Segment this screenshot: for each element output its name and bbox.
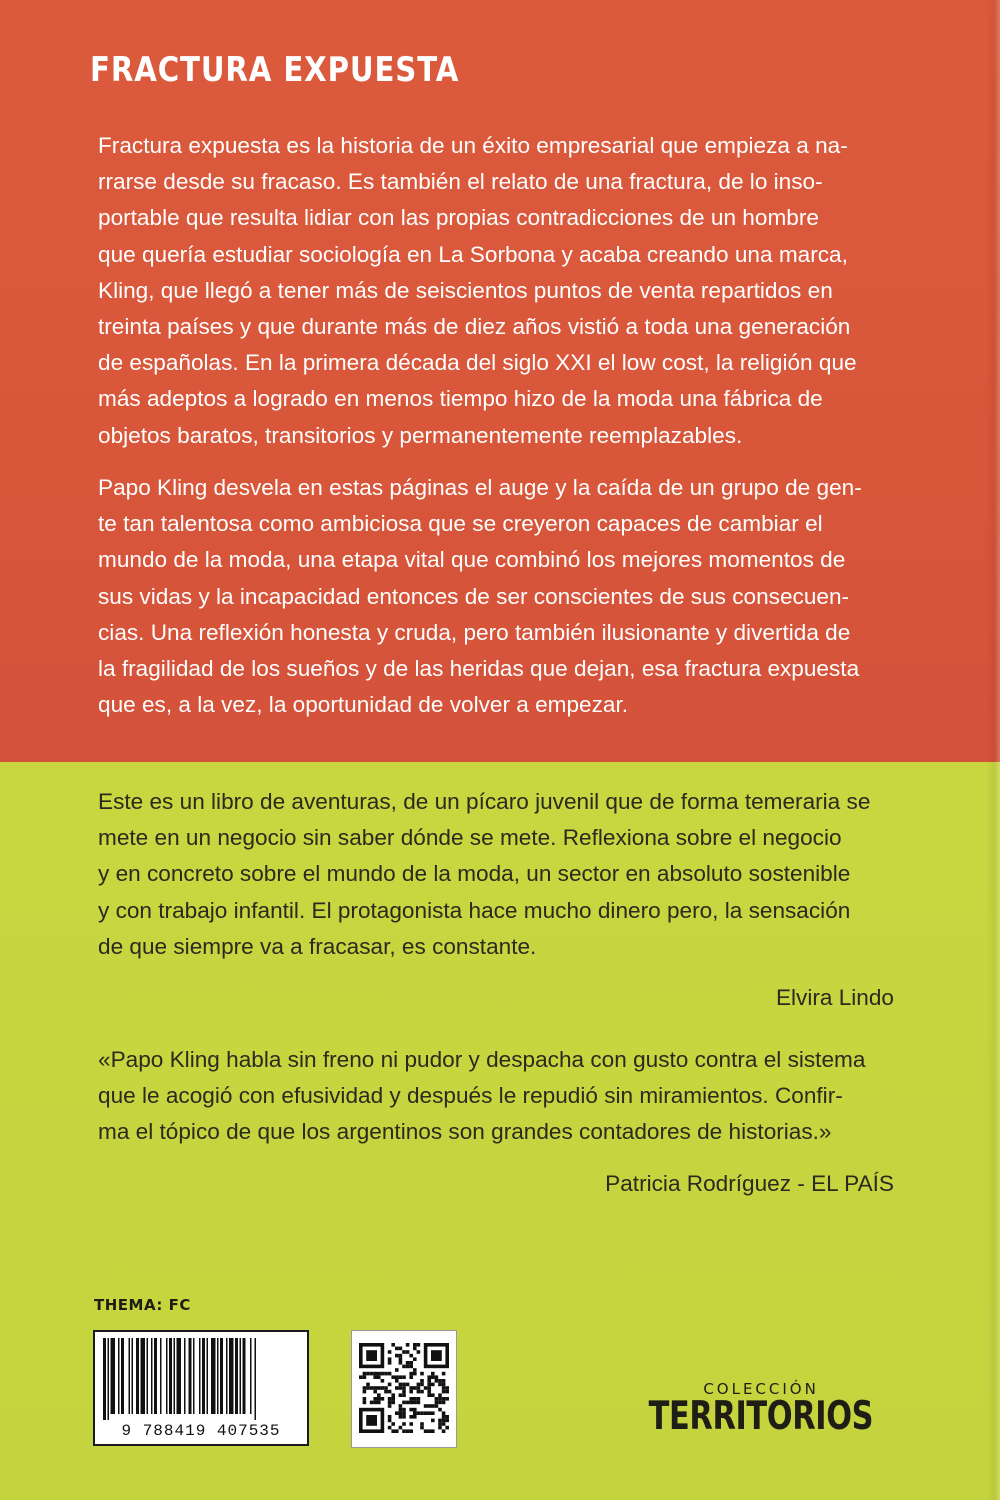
synopsis-paragraph-2 <box>98 470 918 723</box>
text-line: que quería estudiar sociología en La Sorbona y acaba creando una marca, <box>98 241 848 267</box>
cover-edge <box>986 0 1000 1500</box>
review-quote-2 <box>98 1042 918 1151</box>
review-author-1: Elvira Lindo <box>775 985 894 1010</box>
review-author-2: Patricia Rodríguez - EL PAÍS <box>605 1171 894 1196</box>
text-line: portable que resulta lidiar con las propias contradicciones de un hombre <box>98 205 819 231</box>
text-line: Kling, que llegó a tener más de seiscientos puntos de venta repartidos en <box>98 277 833 303</box>
collection-logo <box>617 1380 905 1439</box>
synopsis-paragraph-1 <box>98 128 918 454</box>
text-line: objetos baratos, transitorios y permanentemente reemplazables. <box>98 422 743 448</box>
text-line: mete en un negocio sin saber dónde se mete. Reflexiona sobre el negocio <box>98 825 842 851</box>
text-line: Papo Kling desvela en estas páginas el auge y la caída de un grupo de gen- <box>98 475 862 500</box>
text-line: sus vidas y la incapacidad entonces de ser conscientes de sus consecuen- <box>98 583 850 609</box>
text-line: que es, a la vez, la oportunidad de volver a empezar. <box>98 692 629 718</box>
barcode-number: 9 788419 407535 <box>121 1422 281 1440</box>
text-line: la fragilidad de los sueños y de las heridas que dejan, esa fractura expuesta <box>98 656 860 682</box>
isbn-barcode <box>93 1330 309 1446</box>
review-quote-1 <box>98 784 918 965</box>
text-line: y en concreto sobre el mundo de la moda, un sector en absoluto sostenible <box>98 861 851 887</box>
text-line: que le acogió con efusividad y después le repudió sin miramientos. Confir- <box>98 1083 843 1109</box>
text-line: rrarse desde su fracaso. Es también el relato de una fractura, de lo inso- <box>98 169 823 195</box>
text-line: cias. Una reflexión honesta y cruda, pero también ilusionante y divertida de <box>98 619 851 645</box>
qr-code <box>351 1330 457 1448</box>
text-line: de españolas. En la primera década del siglo XXI el low cost, la religión que <box>98 350 857 376</box>
text-line: treinta países y que durante más de diez años vistió a toda una generación <box>98 314 851 340</box>
text-line: Este es un libro de aventuras, de un pícaro juvenil que de forma temeraria se <box>98 789 871 814</box>
text-line: de que siempre va a fracasar, es constante. <box>98 933 537 959</box>
qr-code-icon <box>352 1331 456 1447</box>
collection-name: TERRITORIOS <box>648 1394 874 1439</box>
book-title: FRACTURA EXPUESTA <box>90 50 460 90</box>
text-line: Fractura expuesta es la historia de un éxito empresarial que empieza a na- <box>98 133 848 158</box>
text-line: más adeptos a logrado en menos tiempo hizo de la moda una fábrica de <box>98 386 823 412</box>
collection-label: COLECCIÓN <box>703 1380 819 1398</box>
text-line: «Papo Kling habla sin freno ni pudor y despacha con gusto contra el sistema <box>98 1047 866 1072</box>
barcode-bars <box>103 1338 299 1420</box>
thema-code: THEMA: FC <box>94 1296 191 1314</box>
text-line: mundo de la moda, una etapa vital que combinó los mejores momentos de <box>98 547 846 573</box>
text-line: y con trabajo infantil. El protagonista hace mucho dinero pero, la sensación <box>98 897 851 923</box>
text-line: te tan talentosa como ambiciosa que se creyeron capaces de cambiar el <box>98 511 823 537</box>
text-line: ma el tópico de que los argentinos son grandes contadores de historias.» <box>98 1119 832 1145</box>
